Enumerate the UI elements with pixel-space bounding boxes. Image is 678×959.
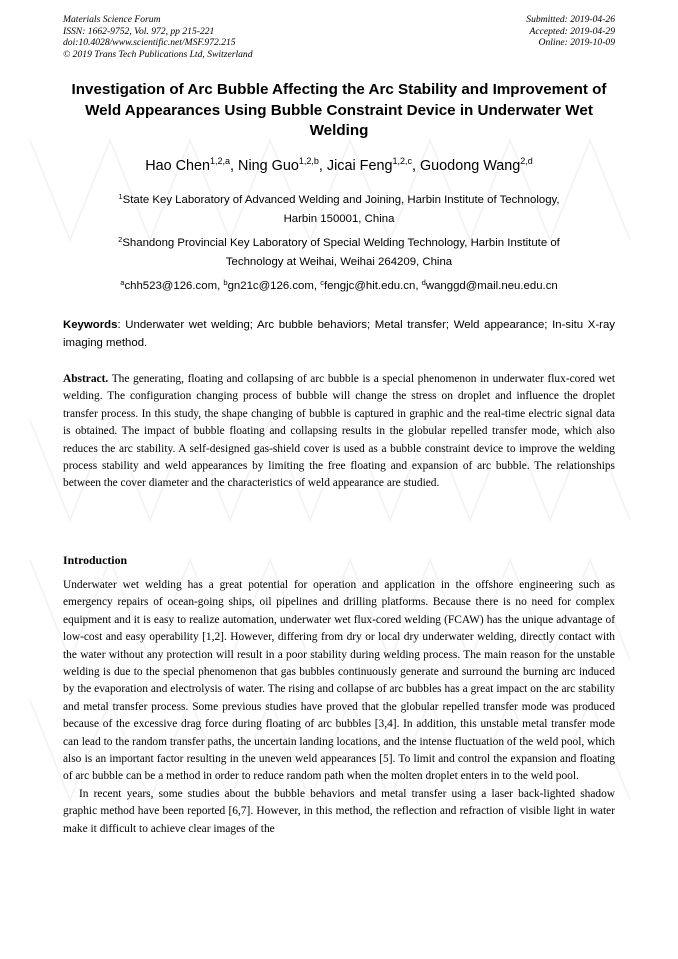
email-link[interactable]: wanggd@mail.neu.edu.cn (425, 280, 558, 292)
author-affiliation-mark: 1,2,c (392, 156, 412, 166)
affiliation-line: State Key Laboratory of Advanced Welding and Joining, Harbin Institute of Technology, (122, 194, 560, 206)
email-list: $^a$chh523@126.com, $^b$gn21c@126.com, $^c$fengjc@hit.edu.cn, $^d$wanggd@mail.neu.edu.cn (120, 278, 558, 292)
email-mark: c (320, 278, 324, 287)
email-link[interactable]: gn21c@126.com (227, 280, 314, 292)
author-affiliation-mark: 1,2,a (210, 156, 231, 166)
author-name: Guodong Wang (419, 158, 521, 174)
section-heading-introduction: Introduction (63, 553, 128, 567)
accepted-date: Accepted: 2019-04-29 (529, 25, 615, 37)
author-name: Hao Chen (145, 158, 211, 174)
keywords-text: : Underwater wet welding; Arc bubble behaviors; Metal transfer; Weld appearance; In-situ X-ray imaging method. (63, 319, 615, 349)
body-paragraph: In recent years, some studies about the bubble behaviors and metal transfer using a laser back-lighted shadow graphic method have been reported [6,7]. However, in this method, the reflection and refraction of visible light in water make it difficult to achieve clear images of the (63, 787, 615, 835)
affiliation-line: Shandong Provincial Key Laboratory of Special Welding Technology, Harbin Institute of (122, 237, 560, 249)
abstract-paragraph (63, 371, 615, 493)
journal-name: Materials Science Forum (63, 14, 161, 25)
body-paragraph: Underwater wet welding has a great potential for operation and application in the offshore engineering such as emergency repairs of ocean-going ships, oil pipelines and drilling platforms. Because there is no need for complex equipment and it is easy to realize automation, underwater wet flux-cored welding (FCAW) has the unique advantage of low-cost and easy operability [1,2]. However, differing from dry or local dry underwater welding, directly contact with the water without any protection will result in a poor stability during welding process. The main reason for the unstable welding is due to the special phenomenon that gas bubbles continuously generate and surround the burning arc induced by the evaporation and electrolysis of water. The rising and collapse of arc bubbles has a great impact on the arc stability and metal transfer process. Some previous studies have proved that the globular repelled transfer mode was produced because of the excessive drag force during floating of arc bubbles [3,4]. In addition, this unstable metal transfer mode can lead to the random transfer paths, the uncertain landing locations, and the intense fluctuation of the weld pool, which also is an important factor resulting in the uneven weld appearances [5]. To limit and control the expansion and floating of arc bubble can be a method in order to reduce random path when the molten droplet enters in to the weld pool. (63, 579, 615, 783)
author-name: Jicai Feng (326, 158, 393, 174)
affiliation-mark: 1 (118, 192, 123, 201)
author-list: Hao Chen$^{1,2,a}$, Ning Guo$^{1,2,b}$, Jicai Feng$^{1,2,c}$, Guodong Wang$^{2,d}$ (145, 156, 533, 174)
abstract-label: Abstract. (63, 373, 109, 385)
submitted-date: Submitted: 2019-04-26 (526, 14, 615, 25)
email-mark: d (421, 278, 426, 287)
author-affiliation-mark: 1,2,b (298, 156, 319, 166)
online-date: Online: 2019-10-09 (538, 37, 615, 49)
paper-title: Investigation of Arc Bubble Affecting the Arc Stability and Improvement of Weld Appearances Using Bubble Constraint Device in Underwater Wet Welding (71, 81, 607, 139)
author-name: Ning Guo (238, 158, 299, 174)
copyright-line: © 2019 Trans Tech Publications Ltd, Switzerland (63, 48, 253, 60)
affiliation-1 (63, 191, 615, 228)
issn-line: ISSN: 1662-9752, Vol. 972, pp 215-221 (63, 25, 215, 37)
journal-info (63, 14, 253, 60)
keywords-paragraph (63, 317, 615, 352)
email-link[interactable]: chh523@126.com (124, 280, 218, 292)
affiliation-line: Harbin 150001, China (283, 212, 395, 225)
email-link[interactable]: fengjc@hit.edu.cn (323, 280, 416, 292)
email-mark: b (223, 278, 228, 287)
affiliation-2 (63, 234, 615, 271)
abstract-text: The generating, floating and collapsing of arc bubble is a special phenomenon in underwater flux-cored wet welding. The configuration changing process of bubble will change the stress on droplet and influence the droplet transfer process. In this study, the shape changing of bubble is captured in graphic and the real-time electric signal data is obtained. The impact of bubble floating and collapsing results in the globular repelled transfer mode, which also reduces the arc stability. A self-designed gas-shield cover is used as a bubble constraint device to improve the welding process stability and weld appearances by limiting the free floating and expansion of arc bubble. The relationships between the cover diameter and the characteristics of weld appearance are studied. (63, 373, 615, 490)
keywords-label: Keywords (63, 319, 118, 331)
author-affiliation-mark: 2,d (520, 156, 533, 166)
publication-dates (526, 14, 615, 49)
affiliation-line: Technology at Weihai, Weihai 264209, China (225, 255, 453, 268)
doi-line: doi:10.4028/www.scientific.net/MSF.972.215 (63, 37, 236, 49)
introduction-body (63, 577, 615, 838)
email-mark: a (120, 278, 125, 287)
affiliation-mark: 2 (118, 235, 123, 244)
